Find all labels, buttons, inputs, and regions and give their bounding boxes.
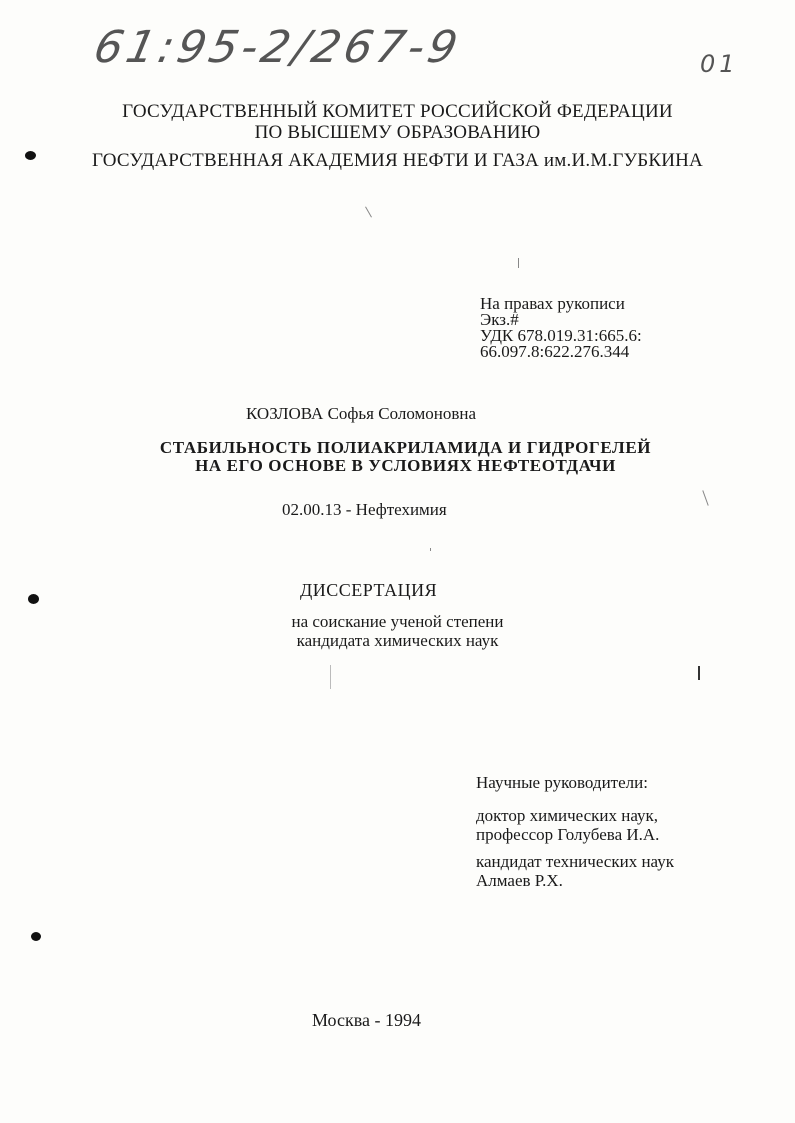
supervisors-heading: Научные руководители: — [476, 773, 648, 792]
supervisor-1-degree: доктор химических наук, — [476, 806, 659, 825]
title-line-2: НА ЕГО ОСНОВЕ В УСЛОВИЯХ НЕФТЕОТДАЧИ — [195, 456, 616, 475]
committee-line-2: ПО ВЫСШЕМУ ОБРАЗОВАНИЮ — [254, 122, 541, 143]
ink-blot — [25, 151, 36, 160]
title-line-1: СТАБИЛЬНОСТЬ ПОЛИАКРИЛАМИДА И ГИДРОГЕЛЕЙ — [159, 438, 652, 457]
scan-speck — [365, 207, 372, 218]
supervisor-2-degree: кандидат технических наук — [476, 852, 674, 871]
ink-blot — [28, 594, 39, 604]
degree-line-2: кандидата химических наук — [296, 631, 499, 650]
degree-line-1: на соискание ученой степени — [291, 612, 504, 631]
committee-name — [0, 101, 795, 143]
supervisor-1 — [476, 806, 659, 844]
degree-block — [0, 612, 795, 650]
supervisor-1-name: профессор Голубева И.А. — [476, 825, 660, 844]
scan-speck — [430, 548, 431, 551]
manuscript-rights: На правах рукописи — [480, 294, 625, 313]
manuscript-block — [480, 296, 642, 360]
handwritten-corner-mark: 01 — [700, 50, 739, 78]
supervisor-2 — [476, 852, 674, 890]
specialty-code: 02.00.13 - Нефтехимия — [282, 500, 447, 519]
author-name: КОЗЛОВА Софья Соломоновна — [246, 404, 477, 423]
place-and-year: Москва - 1994 — [312, 1010, 421, 1030]
copy-number: Экз.# — [480, 310, 519, 329]
scan-speck — [702, 490, 708, 505]
udk-line-2: 66.097.8:622.276.344 — [480, 342, 630, 361]
supervisor-2-name: Алмаев Р.Х. — [476, 871, 563, 890]
handwritten-archive-code: 61:95-2/267-9 — [89, 22, 466, 73]
scan-speck — [518, 258, 519, 268]
committee-line-1: ГОСУДАРСТВЕННЫЙ КОМИТЕТ РОССИЙСКОЙ ФЕДЕРАЦИИ — [122, 101, 673, 122]
academy-name: ГОСУДАРСТВЕННАЯ АКАДЕМИЯ НЕФТИ И ГАЗА им.И.М.ГУБКИНА — [92, 150, 703, 171]
scan-speck — [698, 666, 700, 680]
scan-speck — [330, 665, 331, 689]
udk-line-1: УДК 678.019.31:665.6: — [480, 326, 642, 345]
dissertation-title — [0, 439, 795, 475]
work-type: ДИССЕРТАЦИЯ — [300, 580, 438, 600]
ink-blot — [31, 932, 41, 941]
